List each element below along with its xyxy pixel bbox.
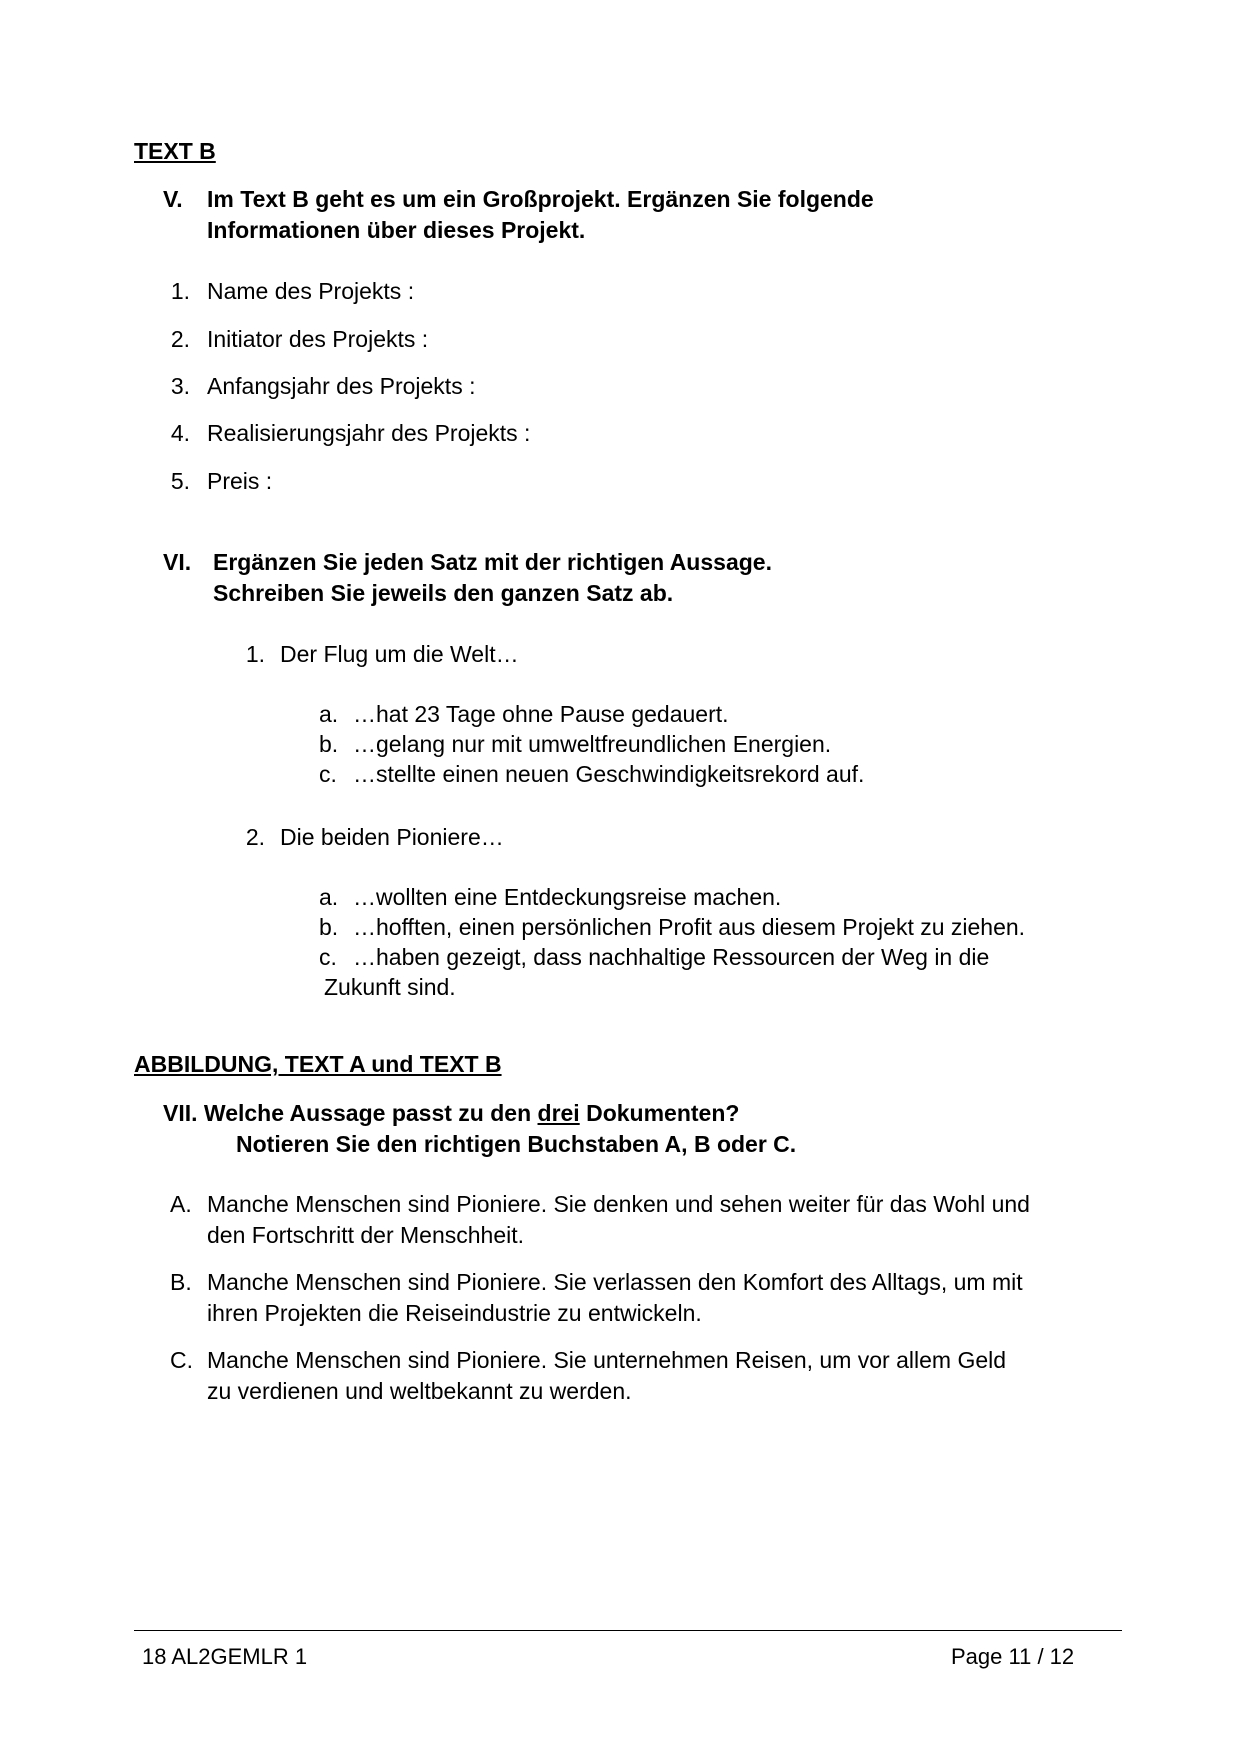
question-v-prompt-line1: Im Text B geht es um ein Großprojekt. Ergänzen Sie folgende: [207, 186, 874, 212]
list-item-text: Initiator des Projekts :: [207, 326, 429, 352]
question-vii-emphasis: drei: [537, 1100, 580, 1126]
list-item-number: 2.: [170, 326, 190, 352]
question-vi-prompt-line2: Schreiben Sie jeweils den ganzen Satz ab.: [213, 580, 674, 606]
list-item-number: 5.: [170, 468, 190, 494]
list-item-text: Anfangsjahr des Projekts :: [207, 373, 476, 399]
footer-document-code: 18 AL2GEMLR 1: [142, 1644, 308, 1669]
sentence-stem: Der Flug um die Welt…: [280, 641, 519, 667]
option-letter: a.: [319, 701, 339, 727]
question-vii-numeral: VII.: [163, 1100, 198, 1126]
sentence-number: 1.: [245, 641, 265, 667]
list-item-text: Realisierungsjahr des Projekts :: [207, 420, 531, 446]
option-letter: c.: [319, 944, 337, 970]
option-text: …haben gezeigt, dass nachhaltige Ressourcen der Weg in die: [353, 944, 990, 970]
option-text: …stellte einen neuen Geschwindigkeitsrekord auf.: [353, 761, 865, 787]
footer-page-number: Page 11 / 12: [951, 1644, 1075, 1669]
list-item-text: Name des Projekts :: [207, 278, 415, 304]
question-v-prompt-line2: Informationen über dieses Projekt.: [207, 217, 586, 243]
option-letter: a.: [319, 884, 339, 910]
list-item-number: 4.: [170, 420, 190, 446]
option-text: …wollten eine Entdeckungsreise machen.: [353, 884, 782, 910]
option-text: Manche Menschen sind Pioniere. Sie unternehmen Reisen, um vor allem Geld: [207, 1347, 1007, 1373]
option-text: …gelang nur mit umweltfreundlichen Energien.: [353, 731, 832, 757]
option-letter: b.: [319, 914, 339, 940]
list-item-number: 1.: [170, 278, 190, 304]
option-text: den Fortschritt der Menschheit.: [207, 1222, 525, 1248]
question-vi-prompt-line1: Ergänzen Sie jeden Satz mit der richtigen Aussage.: [213, 549, 772, 575]
section-heading-text-b: TEXT B: [134, 138, 216, 164]
option-letter: A.: [170, 1191, 192, 1217]
option-text: …hofften, einen persönlichen Profit aus diesem Projekt zu ziehen.: [353, 914, 1026, 940]
question-vi-numeral: VI.: [163, 549, 192, 575]
section-heading-abbildung: ABBILDUNG, TEXT A und TEXT B: [134, 1051, 502, 1077]
option-letter: c.: [319, 761, 337, 787]
option-letter: C.: [170, 1347, 193, 1373]
option-letter: B.: [170, 1269, 192, 1295]
question-vii-line1-pre: Welche Aussage passt zu den: [203, 1100, 532, 1126]
option-text: Manche Menschen sind Pioniere. Sie denken und sehen weiter für das Wohl und: [207, 1191, 1030, 1217]
option-text: …hat 23 Tage ohne Pause gedauert.: [353, 701, 729, 727]
sentence-number: 2.: [245, 824, 265, 850]
list-item-number: 3.: [170, 373, 190, 399]
option-text-continued: Zukunft sind.: [324, 974, 456, 1000]
list-item-text: Preis :: [207, 468, 273, 494]
option-text: zu verdienen und weltbekannt zu werden.: [207, 1378, 632, 1404]
question-v-numeral: V.: [163, 186, 183, 212]
footer-divider: [134, 1630, 1122, 1631]
question-vii-prompt-line1: [163, 1100, 739, 1127]
question-vii-line1-post: Dokumenten?: [586, 1100, 740, 1126]
option-text: ihren Projekten die Reiseindustrie zu entwickeln.: [207, 1300, 702, 1326]
question-vii-prompt-line2: Notieren Sie den richtigen Buchstaben A, B oder C.: [236, 1131, 797, 1157]
option-text: Manche Menschen sind Pioniere. Sie verlassen den Komfort des Alltags, um mit: [207, 1269, 1023, 1295]
sentence-stem: Die beiden Pioniere…: [280, 824, 504, 850]
option-letter: b.: [319, 731, 339, 757]
